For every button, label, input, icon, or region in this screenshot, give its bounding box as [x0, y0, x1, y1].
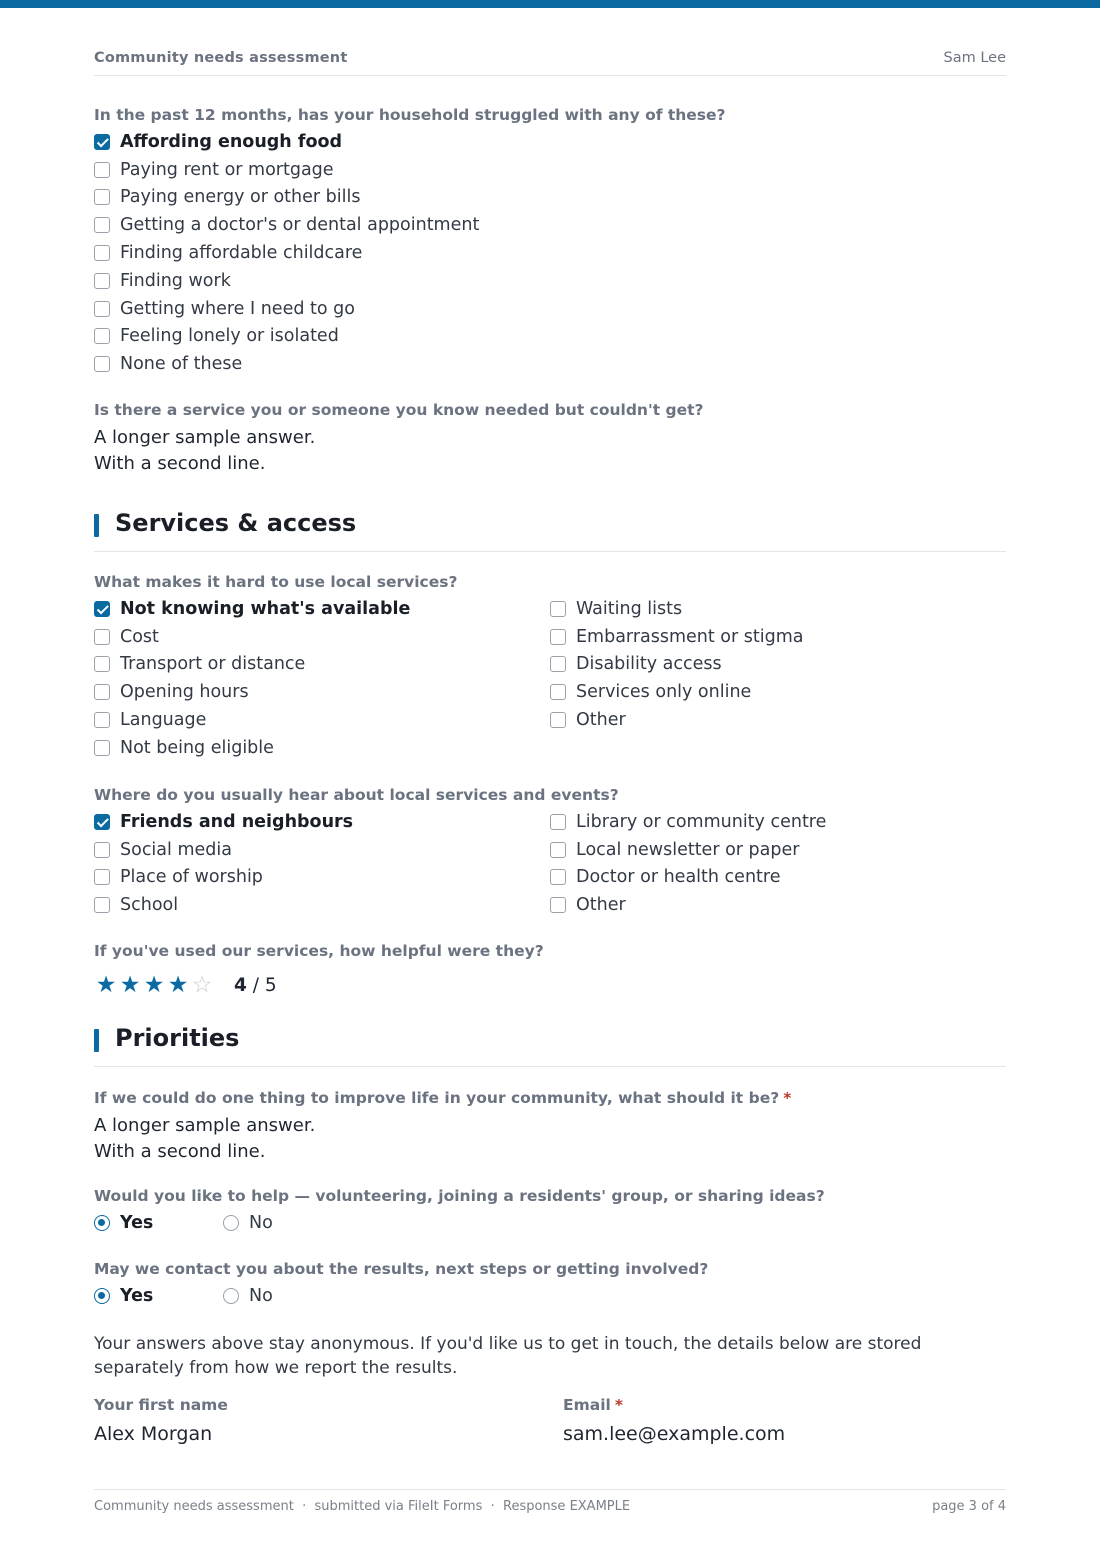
- star-filled-icon: ★: [119, 972, 141, 998]
- radio-group-contact: [94, 1286, 273, 1306]
- checkbox-option[interactable]: [94, 239, 1006, 267]
- checkbox-label: Cost: [120, 626, 159, 647]
- checkbox-label: Doctor or health centre: [576, 867, 781, 888]
- radio-no[interactable]: [223, 1213, 273, 1233]
- checkbox-option[interactable]: [550, 808, 826, 836]
- star-empty-icon: ☆: [191, 972, 213, 998]
- form-page: [94, 0, 1006, 1556]
- answer-line: With a second line.: [94, 1141, 266, 1162]
- checkbox-empty-icon: [94, 684, 110, 700]
- checkbox-empty-icon: [94, 356, 110, 372]
- checkbox-empty-icon: [550, 712, 566, 728]
- checkbox-group-struggles: [94, 128, 1006, 378]
- checkbox-empty-icon: [94, 629, 110, 645]
- radio-label: Yes: [120, 1213, 154, 1233]
- checkbox-empty-icon: [550, 897, 566, 913]
- checkbox-empty-icon: [550, 814, 566, 830]
- checkbox-label: Services only online: [576, 682, 752, 703]
- field-value: Alex Morgan: [94, 1423, 213, 1445]
- question-label-hard-to-use: What makes it hard to use local services?: [94, 573, 458, 591]
- checkbox-label: School: [120, 895, 179, 916]
- checkbox-option[interactable]: [94, 651, 410, 679]
- checkbox-empty-icon: [94, 842, 110, 858]
- question-label-hear-about: Where do you usually hear about local services and events?: [94, 786, 619, 804]
- checkbox-option[interactable]: [94, 156, 1006, 184]
- radio-empty-icon: [223, 1288, 239, 1304]
- checkbox-label: Transport or distance: [120, 654, 306, 675]
- question-label-contact: May we contact you about the results, next steps or getting involved?: [94, 1260, 709, 1278]
- checkbox-empty-icon: [94, 217, 110, 233]
- checkbox-checked-icon: [94, 134, 110, 150]
- checkbox-empty-icon: [94, 740, 110, 756]
- radio-label: No: [249, 1213, 273, 1233]
- required-marker: *: [783, 1089, 792, 1107]
- checkbox-empty-icon: [94, 712, 110, 728]
- radio-group-help: [94, 1213, 273, 1233]
- checkbox-option[interactable]: [94, 623, 410, 651]
- checkbox-label: Getting a doctor's or dental appointment: [120, 215, 480, 236]
- checkbox-option[interactable]: [94, 808, 353, 836]
- answer-one-thing: [94, 1113, 315, 1165]
- email-field: [563, 1396, 785, 1445]
- checkbox-label: Finding affordable childcare: [120, 243, 363, 264]
- field-label: Your first name: [94, 1396, 228, 1414]
- checkbox-empty-icon: [94, 656, 110, 672]
- star-filled-icon: ★: [167, 972, 189, 998]
- required-marker: *: [614, 1396, 623, 1414]
- radio-label: Yes: [120, 1286, 154, 1306]
- section-title: Services & access: [115, 509, 357, 537]
- checkbox-group-hear-about: [94, 808, 1006, 923]
- radio-selected-icon: [94, 1215, 110, 1231]
- checkbox-option[interactable]: [94, 706, 410, 734]
- question-label-help: Would you like to help — volunteering, joining a residents' group, or sharing ideas?: [94, 1187, 825, 1205]
- checkbox-option[interactable]: [94, 323, 1006, 351]
- checkbox-option[interactable]: [94, 211, 1006, 239]
- checkbox-option[interactable]: [550, 651, 804, 679]
- radio-empty-icon: [223, 1215, 239, 1231]
- checkbox-label: Local newsletter or paper: [576, 839, 800, 860]
- checkbox-label: Feeling lonely or isolated: [120, 326, 339, 347]
- privacy-note: Your answers above stay anonymous. If you'd like us to get in touch, the details below are stored separately from how we report the results.: [94, 1334, 922, 1378]
- answer-line: A longer sample answer.: [94, 427, 316, 448]
- checkbox-empty-icon: [94, 189, 110, 205]
- form-title: Community needs assessment: [94, 50, 348, 66]
- checkbox-empty-icon: [94, 301, 110, 317]
- checkbox-option[interactable]: [550, 706, 804, 734]
- field-label: [563, 1396, 785, 1414]
- checkbox-option[interactable]: [550, 891, 826, 919]
- page-number: page 3 of 4: [932, 1499, 1006, 1514]
- section-marker: [94, 1029, 99, 1052]
- checkbox-group-hard-to-use: [94, 595, 1006, 765]
- question-text: If we could do one thing to improve life in your community, what should it be?: [94, 1089, 780, 1107]
- checkbox-option[interactable]: [94, 295, 1006, 323]
- checkbox-column: [94, 595, 410, 762]
- rating-score: 4: [234, 974, 247, 996]
- checkbox-label: Paying rent or mortgage: [120, 159, 334, 180]
- checkbox-label: Social media: [120, 839, 232, 860]
- answer-line: With a second line.: [94, 453, 266, 474]
- question-label-service-needed: Is there a service you or someone you know needed but couldn't get?: [94, 401, 704, 419]
- field-value: sam.lee@example.com: [563, 1423, 786, 1445]
- section-title: Priorities: [115, 1024, 240, 1052]
- checkbox-empty-icon: [94, 897, 110, 913]
- star-filled-icon: ★: [143, 972, 165, 998]
- checkbox-label: Embarrassment or stigma: [576, 626, 804, 647]
- radio-yes[interactable]: [94, 1213, 223, 1233]
- checkbox-label: Getting where I need to go: [120, 298, 355, 319]
- checkbox-label: Library or community centre: [576, 811, 827, 832]
- radio-no[interactable]: [223, 1286, 273, 1306]
- checkbox-option[interactable]: [94, 128, 1006, 156]
- section-header-services: [94, 509, 1006, 552]
- checkbox-option[interactable]: [94, 864, 353, 892]
- star-filled-icon: ★: [95, 972, 117, 998]
- checkbox-empty-icon: [94, 162, 110, 178]
- checkbox-empty-icon: [550, 629, 566, 645]
- checkbox-label: Other: [576, 895, 626, 916]
- section-marker: [94, 514, 99, 537]
- checkbox-empty-icon: [550, 656, 566, 672]
- checkbox-column: [550, 595, 804, 734]
- radio-selected-icon: [94, 1288, 110, 1304]
- checkbox-empty-icon: [94, 245, 110, 261]
- checkbox-option[interactable]: [94, 836, 353, 864]
- star-rating: [94, 973, 277, 997]
- checkbox-column: [550, 808, 826, 919]
- page-header: [94, 48, 1006, 76]
- question-label-helpful: If you've used our services, how helpful were they?: [94, 942, 544, 960]
- checkbox-checked-icon: [94, 601, 110, 617]
- checkbox-checked-icon: [94, 814, 110, 830]
- checkbox-option[interactable]: [550, 864, 826, 892]
- answer-line: A longer sample answer.: [94, 1115, 316, 1136]
- first-name-field: [94, 1396, 228, 1445]
- checkbox-label: Disability access: [576, 654, 722, 675]
- checkbox-label: Place of worship: [120, 867, 263, 888]
- section-header-priorities: [94, 1024, 1006, 1067]
- checkbox-empty-icon: [550, 842, 566, 858]
- checkbox-label: Affording enough food: [120, 131, 343, 152]
- field-label-text: Email: [563, 1396, 611, 1414]
- checkbox-label: Friends and neighbours: [120, 811, 354, 832]
- checkbox-option[interactable]: [94, 734, 410, 762]
- checkbox-label: Waiting lists: [576, 598, 683, 619]
- stars: [94, 973, 214, 997]
- checkbox-column: [94, 808, 353, 919]
- checkbox-label: Opening hours: [120, 682, 249, 703]
- checkbox-option[interactable]: [94, 267, 1006, 295]
- question-label-one-thing: [94, 1089, 791, 1107]
- checkbox-option[interactable]: [94, 595, 410, 623]
- checkbox-option[interactable]: [550, 595, 804, 623]
- respondent-name: Sam Lee: [943, 50, 1006, 66]
- checkbox-empty-icon: [94, 328, 110, 344]
- footer-info: Community needs assessment · submitted via FileIt Forms · Response EXAMPLE: [94, 1499, 631, 1514]
- checkbox-empty-icon: [94, 273, 110, 289]
- checkbox-option[interactable]: [94, 891, 353, 919]
- rating-value: [234, 975, 277, 996]
- checkbox-empty-icon: [550, 684, 566, 700]
- rating-max: / 5: [252, 974, 277, 996]
- checkbox-option[interactable]: [94, 678, 410, 706]
- radio-label: No: [249, 1286, 273, 1306]
- page-footer: [94, 1489, 1006, 1519]
- checkbox-label: None of these: [120, 354, 243, 375]
- checkbox-option[interactable]: [94, 350, 1006, 378]
- answer-service-needed: [94, 425, 315, 477]
- checkbox-label: Other: [576, 710, 626, 731]
- checkbox-label: Language: [120, 710, 207, 731]
- question-label-struggles: In the past 12 months, has your household struggled with any of these?: [94, 106, 726, 124]
- radio-yes[interactable]: [94, 1286, 223, 1306]
- checkbox-label: Not knowing what's available: [120, 598, 411, 619]
- checkbox-empty-icon: [550, 869, 566, 885]
- checkbox-option[interactable]: [550, 623, 804, 651]
- checkbox-label: Paying energy or other bills: [120, 187, 361, 208]
- checkbox-option[interactable]: [550, 836, 826, 864]
- checkbox-label: Not being eligible: [120, 737, 274, 758]
- checkbox-label: Finding work: [120, 270, 231, 291]
- checkbox-option[interactable]: [550, 678, 804, 706]
- checkbox-empty-icon: [94, 869, 110, 885]
- checkbox-empty-icon: [550, 601, 566, 617]
- checkbox-option[interactable]: [94, 184, 1006, 212]
